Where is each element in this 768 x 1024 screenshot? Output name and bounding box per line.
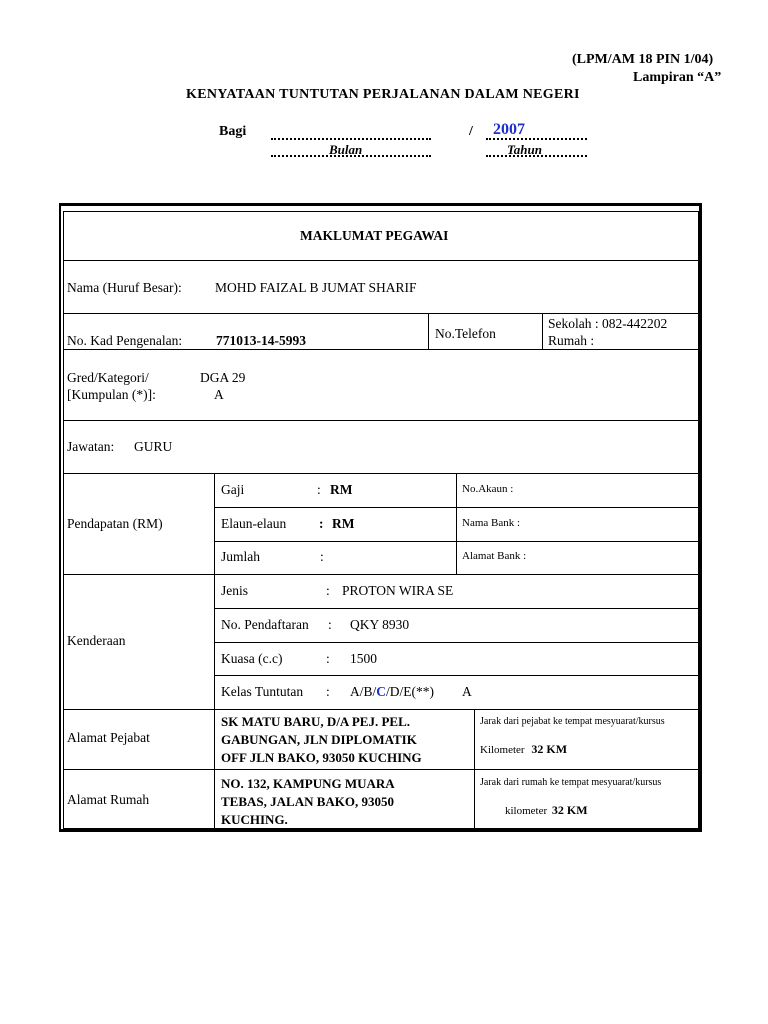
claim-class-options [350, 684, 434, 700]
registration-colon: : [328, 617, 332, 632]
year-caption: Tahun [507, 142, 542, 157]
office-km-field [480, 742, 567, 757]
year-value[interactable]: 2007 [493, 121, 525, 138]
phone-school[interactable]: Sekolah : 082-442202 [548, 316, 668, 331]
date-separator: / [469, 124, 473, 139]
claim-class-colon: : [326, 684, 330, 699]
group-value[interactable]: A [214, 387, 224, 402]
year-dotted-line [486, 138, 587, 140]
allowance-label: Elaun-elaun [221, 516, 287, 531]
for-label: Bagi [219, 124, 247, 139]
total-label: Jumlah [221, 549, 260, 564]
bank-address-label[interactable]: Alamat Bank : [462, 550, 527, 562]
salary-label: Gaji [221, 482, 245, 497]
engine-cc-colon: : [326, 651, 330, 666]
home-distance-label: Jarak dari rumah ke tempat mesyuarat/kursus [480, 777, 662, 788]
home-address-line: KUCHING. [221, 812, 288, 827]
allowance-value[interactable]: RM [332, 516, 355, 531]
grade-label-line2: [Kumpulan (*)]: [67, 387, 156, 402]
claim-class-option-de: /D/E(**) [386, 684, 435, 699]
claim-class-option-ab: A/B/ [350, 684, 377, 699]
home-km-field [505, 803, 588, 818]
vehicle-type-value[interactable]: PROTON WIRA SE [342, 583, 454, 598]
allowance-colon: : [319, 516, 324, 531]
office-address-line: SK MATU BARU, D/A PEJ. PEL. [221, 714, 410, 729]
grade-label-line1: Gred/Kategori/ [67, 370, 149, 385]
engine-cc-label: Kuasa (c.c) [221, 651, 283, 666]
registration-label: No. Pendaftaran [221, 617, 309, 632]
office-address-value[interactable] [221, 713, 422, 767]
salary-value[interactable]: RM [330, 482, 353, 497]
engine-cc-value[interactable]: 1500 [350, 651, 377, 666]
home-address-line: NO. 132, KAMPUNG MUARA [221, 776, 395, 791]
vehicle-type-colon: : [326, 583, 330, 598]
ic-value[interactable]: 771013-14-5993 [216, 333, 306, 348]
month-caption: Bulan [329, 142, 363, 157]
claim-class-label: Kelas Tuntutan [221, 684, 304, 699]
home-address-label: Alamat Rumah [67, 792, 150, 807]
name-label: Nama (Huruf Besar): [67, 280, 182, 295]
officer-info-table [63, 211, 700, 829]
office-address-line: GABUNGAN, JLN DIPLOMATIK [221, 732, 417, 747]
claim-class-value[interactable]: A [462, 684, 472, 699]
officer-info-form [59, 203, 702, 832]
account-number-label[interactable]: No.Akaun : [462, 483, 514, 495]
section-title: MAKLUMAT PEGAWAI [300, 228, 449, 243]
form-reference-code: (LPM/AM 18 PIN 1/04) [572, 52, 714, 67]
home-km-value[interactable]: 32 KM [551, 803, 588, 817]
vehicle-label: Kenderaan [67, 633, 126, 648]
claim-class-option-c: C [376, 684, 387, 699]
home-address-line: TEBAS, JALAN BAKO, 93050 [221, 794, 394, 809]
home-km-label: kilometer [505, 805, 548, 817]
office-km-value[interactable]: 32 KM [531, 742, 568, 756]
phone-label: No.Telefon [435, 326, 496, 341]
ic-label: No. Kad Pengenalan: [67, 333, 183, 348]
name-value[interactable]: MOHD FAIZAL B JUMAT SHARIF [215, 280, 417, 295]
form-title: KENYATAAN TUNTUTAN PERJALANAN DALAM NEGERI [186, 87, 580, 102]
office-km-label: Kilometer [480, 744, 525, 756]
income-label: Pendapatan (RM) [67, 516, 163, 531]
home-address-value[interactable] [221, 775, 395, 829]
appendix-label: Lampiran “A” [633, 70, 722, 85]
office-address-line: OFF JLN BAKO, 93050 KUCHING [221, 750, 422, 765]
position-value[interactable]: GURU [134, 439, 173, 454]
office-distance-label: Jarak dari pejabat ke tempat mesyuarat/kursus [480, 716, 665, 727]
position-label: Jawatan: [67, 439, 115, 454]
phone-home[interactable]: Rumah : [548, 333, 595, 348]
office-address-label: Alamat Pejabat [67, 730, 150, 745]
month-dotted-line[interactable] [271, 138, 431, 140]
bank-name-label[interactable]: Nama Bank : [462, 517, 521, 529]
vehicle-type-label: Jenis [221, 583, 248, 598]
total-colon: : [320, 549, 324, 564]
grade-value[interactable]: DGA 29 [200, 370, 246, 385]
salary-colon: : [317, 482, 321, 497]
registration-value[interactable]: QKY 8930 [350, 617, 410, 632]
